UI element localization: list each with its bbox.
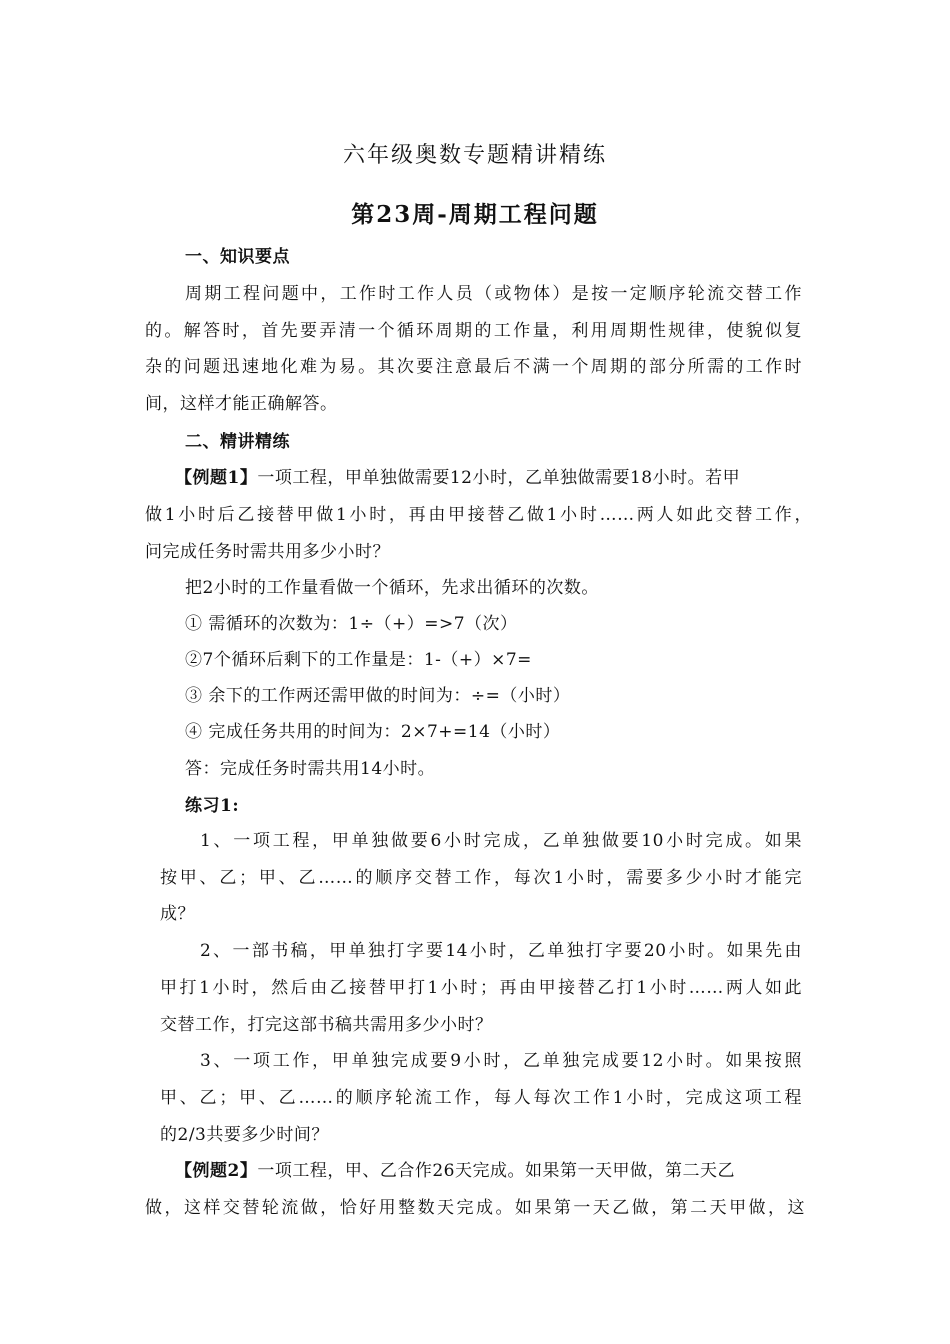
example2-text: 一项工程，甲、乙合作26天完成。如果第一天甲做，第二天乙 [257,1161,735,1181]
example1-solution-step: ②7个循环后剩下的工作量是：1-（+）×7= [185,650,532,670]
section1-line: 周期工程问题中，工作时工作人员（或物体）是按一定顺序轮流交替工作 [185,284,802,304]
example1-solution-line: 把2小时的工作量看做一个循环，先求出循环的次数。 [185,578,599,598]
practice1-q1-line: 1、一项工程，甲单独做要6小时完成，乙单独做要10小时完成。如果 [200,831,802,851]
practice1-q1-line: 成？ [160,904,195,924]
practice1-q3-line: 甲、乙；甲、乙……的顺序轮流工作，每人每次工作1小时，完成这项工程 [160,1088,802,1108]
example2-line2: 做，这样交替轮流做，恰好用整数天完成。如果第一天乙做，第二天甲做，这 [145,1198,805,1218]
section1-line: 的。解答时，首先要弄清一个循环周期的工作量，利用周期性规律，使貌似复 [145,321,802,341]
example1-solution-step: ① 需循环的次数为：1÷（+）=>7（次） [185,614,518,634]
example1-label: 【例题1】 [175,468,258,488]
practice1-q2-line: 2、一部书稿，甲单独打字要14小时，乙单独打字要20小时。如果先由 [200,941,802,961]
example2-label: 【例题2】 [175,1161,258,1181]
section1-line: 间，这样才能正确解答。 [145,394,338,414]
example1-line3: 问完成任务时需共用多少小时？ [145,542,390,562]
example1-solution-step: ③ 余下的工作两还需甲做的时间为：÷=（小时） [185,686,571,706]
practice1-heading: 练习1: [185,796,240,816]
example1-answer: 答：完成任务时需共用14小时。 [185,759,436,779]
practice1-q2-line: 甲打1小时，然后由乙接替甲打1小时；再由甲接替乙打1小时……两人如此 [160,978,802,998]
practice1-q1-line: 按甲、乙；甲、乙……的顺序交替工作，每次1小时，需要多少小时才能完 [160,868,802,888]
page-subtitle: 第23周-周期工程问题 [351,201,599,228]
example2-line1 [175,1159,805,1183]
section1-line: 杂的问题迅速地化难为易。其次要注意最后不满一个周期的部分所需的工作时 [145,357,802,377]
page-title: 六年级奥数专题精讲精练 [342,143,607,168]
practice1-q2-line: 交替工作，打完这部书稿共需用多少小时？ [160,1015,493,1035]
section2-heading: 二、精讲精练 [185,432,290,452]
example1-solution-step: ④ 完成任务共用的时间为：2×7+=14（小时） [185,722,561,742]
practice1-q3-line: 的2/3共要多少时间？ [160,1125,329,1145]
section1-heading: 一、知识要点 [185,247,290,267]
practice1-q3-line: 3、一项工作，甲单独完成要9小时，乙单独完成要12小时。如果按照 [200,1051,802,1071]
example1-line2: 做1小时后乙接替甲做1小时，再由甲接替乙做1小时……两人如此交替工作， [145,505,812,525]
example1-line1 [175,466,805,490]
example1-text: 一项工程，甲单独做需要12小时，乙单独做需要18小时。若甲 [257,468,741,488]
